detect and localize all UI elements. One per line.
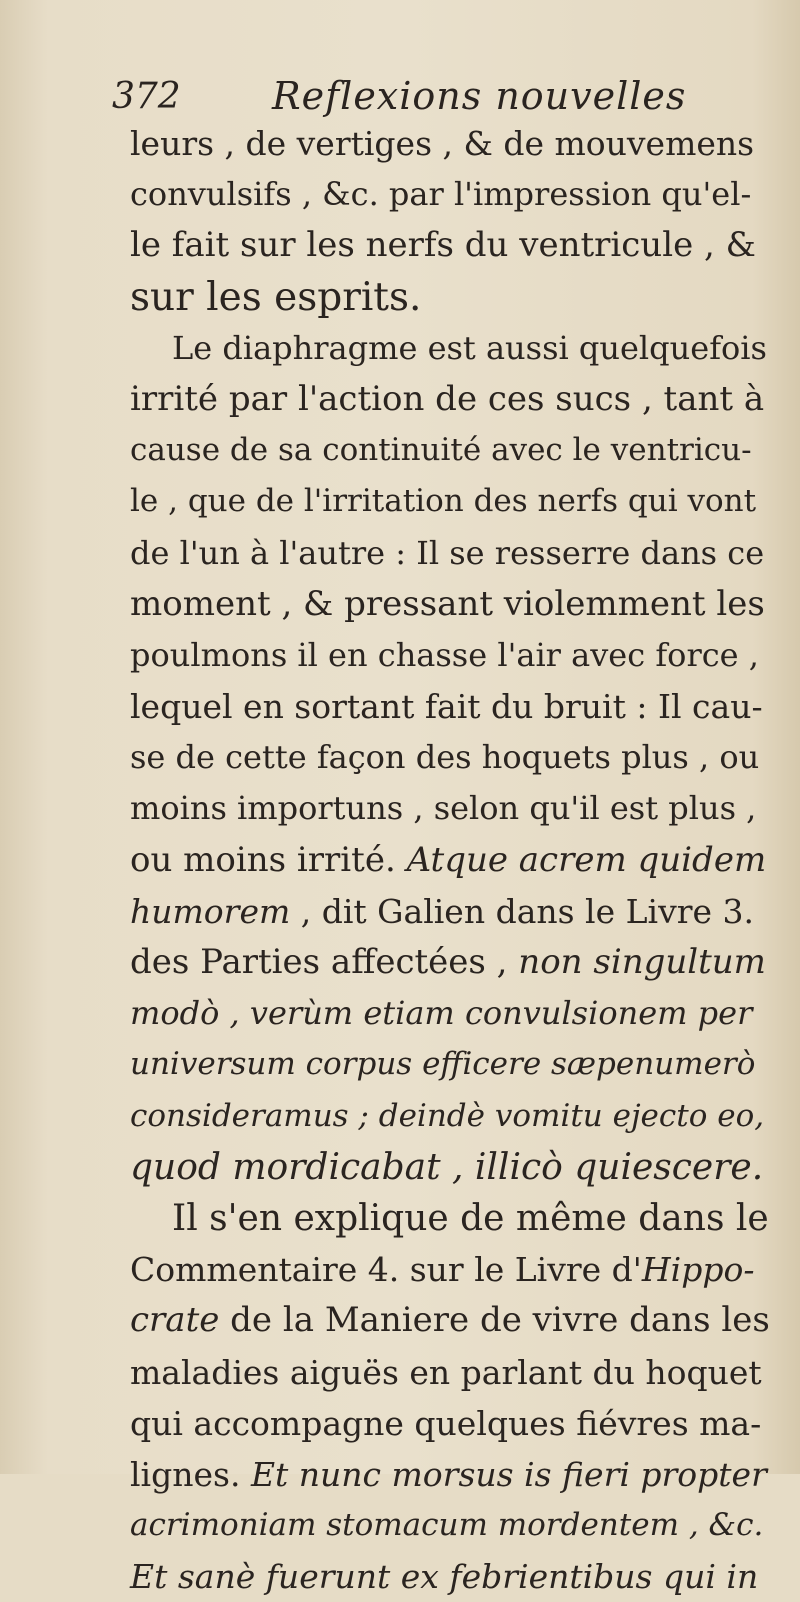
text-line [130, 1091, 770, 1142]
text-line [130, 1244, 770, 1295]
page-number: 372 [112, 76, 181, 117]
text-line [130, 937, 770, 988]
text-line: poulmons il en chasse l'air avec force , [130, 635, 759, 674]
body-text [130, 118, 770, 1602]
text-line [130, 1551, 770, 1602]
italic-latin-text: Atque acrem quidem [406, 839, 767, 880]
text-line [130, 1142, 770, 1193]
page-header [112, 70, 712, 120]
running-head: Reflexions nouvelles [272, 74, 687, 118]
text-segment: de la Maniere de vivre dans les [219, 1300, 770, 1341]
text-line [130, 1449, 770, 1500]
text-segment: des Parties affectées , [130, 942, 519, 982]
text-line: leurs , de vertiges , & de mouvemens [130, 124, 755, 163]
text-line [130, 1500, 770, 1551]
text-line: se de cette façon des hoquets plus , ou [130, 738, 760, 777]
italic-latin-text: Et nunc morsus is fieri propter [250, 1454, 767, 1494]
text-line: lequel en sortant fait du bruit : Il cau- [130, 687, 763, 727]
text-line: le fait sur les nerfs du ventricule , & [130, 225, 756, 266]
text-segment: , dit Galien dans le Livre 3. [290, 891, 755, 931]
italic-latin-text: non singultum [518, 942, 766, 982]
italic-latin-text: crate [130, 1300, 220, 1341]
text-line: irrité par l'action de ces sucs , tant à [130, 378, 765, 419]
italic-latin-text: modò , verùm etiam convulsionem per [130, 994, 753, 1033]
text-line [130, 1039, 770, 1090]
text-line: moins importuns , selon qu'il est plus , [130, 789, 757, 828]
text-segment: lignes. [130, 1454, 251, 1494]
text-line [130, 886, 770, 937]
italic-latin-text: quod mordicabat , illicò quiescere. [130, 1146, 764, 1188]
italic-latin-text: consideramus ; deindè vomitu ejecto eo, [130, 1097, 765, 1134]
italic-latin-text: Et sanè fuerunt ex febrientibus qui in [130, 1557, 759, 1597]
italic-latin-text: humorem [130, 891, 291, 931]
text-line: convulsifs , &c. par l'impression qu'el- [130, 175, 752, 214]
text-line [130, 988, 770, 1039]
text-line: le , que de l'irritation des nerfs qui vont [130, 483, 757, 520]
italic-latin-text: Hippo- [641, 1250, 755, 1290]
text-line: sur les esprits. [130, 274, 422, 320]
text-line: de l'un à l'autre : Il se resserre dans ce [130, 533, 765, 572]
text-line [130, 1295, 770, 1346]
text-segment: Commentaire 4. sur le Livre d' [130, 1250, 642, 1290]
text-line: moment , & pressant violemment les [130, 583, 765, 624]
text-line: Le diaphragme est aussi quelquefois [172, 328, 767, 367]
text-line [130, 835, 770, 886]
text-line: maladies aiguës en parlant du hoquet [130, 1352, 762, 1392]
text-line: qui accompagne quelques fiévres ma- [130, 1403, 762, 1443]
text-segment: ou moins irrité. [130, 839, 407, 880]
text-line: Il s'en explique de même dans le [172, 1197, 769, 1239]
italic-latin-text: acrimoniam stomacum mordentem , &c. [130, 1507, 764, 1544]
italic-latin-text: universum corpus efficere sæpenumerò [130, 1046, 756, 1083]
text-line: cause de sa continuité avec le ventricu- [130, 432, 752, 469]
